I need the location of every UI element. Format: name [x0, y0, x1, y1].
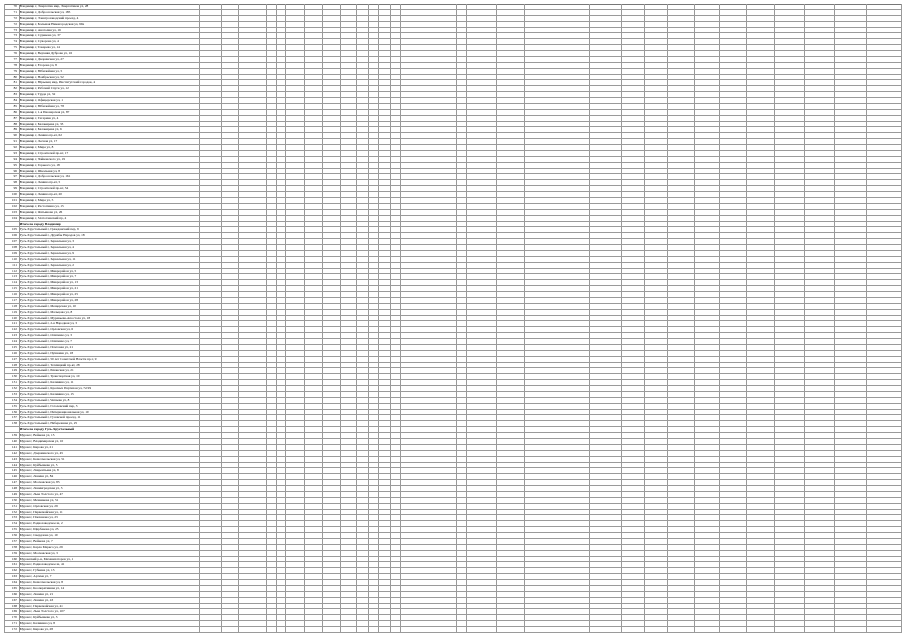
row-address: Владимир г, Гагарина ул, 4 [19, 115, 59, 120]
row-address: Владимир г, Анатолия ул, 16 [19, 27, 61, 32]
row-address: Муромский р-н, Механизаторов ул, 1 [19, 556, 74, 561]
row-number: 77 [13, 56, 17, 61]
row-address: Владимир г, Егорова ул, 8 [19, 62, 57, 67]
row-address: Гусь-Хрустальный г, Красных Партизан ул, 72/29 [19, 386, 92, 391]
grid-column-line [901, 4, 902, 633]
row-address: Гусь-Хрустальный г, Мальцова ул, 8 [19, 309, 73, 314]
row-address: Владимир г, Добросельская ул, 161 [19, 174, 71, 179]
row-address: Владимир г, Ленина пр-кт, 20 [19, 192, 62, 197]
row-address: Гусь-Хрустальный г, Орловская ул, 6 [19, 327, 74, 332]
row-number: 125 [11, 344, 17, 349]
row-number: 138 [11, 421, 17, 426]
row-number: 172 [11, 627, 17, 632]
row-address: Владимир г, 1-я Пионерская ул, 87 [19, 109, 70, 114]
table-row [4, 627, 901, 633]
row-number: 88 [13, 121, 17, 126]
row-address: Муром г, Плеханова ул, 23 [19, 515, 58, 520]
row-address: Муром г, Мечникова ул, 51 [19, 497, 59, 502]
row-address: Гусь-Хрустальный г, Интернациональная ул, 10 [19, 409, 89, 414]
row-number: 141 [11, 444, 17, 449]
row-address: Муром г, Свердлова ул, 10 [19, 533, 58, 538]
row-address: Владимир г, Лесная ул, 17 [19, 139, 58, 144]
row-number: 133 [11, 391, 17, 396]
row-number: 74 [13, 39, 17, 44]
row-address: Муром г, Артема ул, 7 [19, 574, 52, 579]
row-number: 130 [11, 374, 17, 379]
row-address: Муром г, Московская ул, 85 [19, 480, 60, 485]
row-number: 114 [12, 280, 17, 285]
row-number: 170 [11, 615, 17, 620]
row-number: 159 [11, 550, 17, 555]
row-number: 85 [13, 103, 17, 108]
row-address: Владимир г, Юбилейная ул, 5 [19, 68, 63, 73]
row-address: Муром г, Кооперативная ул, 14 [19, 585, 65, 590]
row-number: 132 [11, 386, 17, 391]
row-address: Гусь-Хрустальный г, Микрорайон ул, 13 [19, 280, 78, 285]
row-address: Гусь-Хрустальный г, Гоголевский пер, 3 [19, 403, 78, 408]
row-number: 99 [13, 186, 17, 191]
row-number: 100 [11, 192, 17, 197]
row-address: Гусь-Хрустальный г, Рязанская ул, 21 [19, 368, 74, 373]
row-number: 147 [11, 480, 17, 485]
row-number: 122 [11, 327, 17, 332]
row-address: Гусь-Хрустальный г, Зеркальная ул, 9 [19, 250, 74, 255]
row-address: Гусь-Хрустальный г, Мещерская ул, 10 [19, 303, 76, 308]
row-address: Муром г, Войкова ул, 7 [19, 538, 53, 543]
row-address: Гусь-Хрустальный г, Почтовая ул, 21 [19, 344, 74, 349]
row-address: Гусь-Хрустальный г, Чапаева ул, 8 [19, 397, 70, 402]
row-address: Муром г, Дзержинского ул, 45 [19, 450, 63, 455]
row-number: 127 [11, 356, 17, 361]
row-number: 143 [11, 456, 17, 461]
row-number: 83 [13, 92, 17, 97]
row-number: 117 [12, 297, 17, 302]
row-address: Владимир г, Ноябрьская ул, 52 [19, 74, 64, 79]
row-address: Владимир г, Электрозаводский проезд, 4 [19, 15, 79, 20]
row-address: Муром г, Щербакова ул, 25 [19, 527, 59, 532]
row-number: 137 [11, 415, 17, 420]
row-address: Владимир г, Фатьянова ул, 26 [19, 209, 63, 214]
row-number: 155 [11, 527, 17, 532]
row-number: 150 [11, 497, 17, 502]
row-address: Владимир г, Добросельская ул, 185 [19, 9, 71, 14]
row-number: 120 [11, 315, 17, 320]
row-address: Владимир г, Строителей пр-кт, 34 [19, 186, 69, 191]
row-number: 81 [13, 80, 17, 85]
row-number: 72 [13, 15, 17, 20]
row-number: 135 [11, 403, 17, 408]
row-number: 108 [11, 245, 17, 250]
row-address: Муром г, Куйбышева ул, 3 [19, 615, 58, 620]
row-address: Муром г, Орловская ул, 29 [19, 503, 58, 508]
row-address: Владимир г, Суворова ул, 4 [19, 39, 59, 44]
row-address: Муром г, Первомайская ул, 41 [19, 603, 63, 608]
row-address: Владимир г, Труда ул, 32 [19, 92, 56, 97]
row-address: Муром г, Московская ул, 3 [19, 550, 58, 555]
row-address: Муром г, Кирова ул, 28 [19, 627, 53, 632]
row-number: 152 [11, 509, 17, 514]
row-number: 73 [13, 33, 17, 38]
row-number: 163 [11, 574, 17, 579]
row-address: Муром г, Кирова ул, 21 [19, 444, 53, 449]
row-number: 167 [11, 597, 17, 602]
row-number: 118 [12, 303, 17, 308]
row-number: 102 [11, 203, 17, 208]
row-number: 119 [12, 309, 17, 314]
row-number: 73 [13, 27, 17, 32]
row-address: Гусь-Хрустальный г, Микрорайон ул, 5 [19, 268, 77, 273]
row-number: 109 [11, 250, 17, 255]
row-number: 168 [11, 603, 17, 608]
row-address: Гусь-Хрустальный г, Зеркальная ул, 2 [19, 262, 74, 267]
row-address: Владимир г, Токарева ул, 14 [19, 45, 60, 50]
row-number: 128 [11, 362, 17, 367]
row-number: 96 [13, 168, 17, 173]
row-number: 131 [11, 380, 17, 385]
row-number: 112 [12, 268, 17, 273]
row-address: Муром г, Комсомольская ул, 8 [19, 580, 63, 585]
row-address: Гусь-Хрустальный г, Зеркальная ул, 4 [19, 245, 74, 250]
row-number: 106 [11, 233, 17, 238]
row-number: 97 [13, 174, 17, 179]
row-address: Владимир г, Рабочий Спуск ул, 12 [19, 86, 69, 91]
row-number: 124 [11, 339, 17, 344]
row-address: Гусь-Хрустальный г, Микрорайон ул, 28 [19, 297, 78, 302]
row-address: Гусь-Хрустальный г, Калинина ул, 15 [19, 391, 74, 396]
row-number: 89 [13, 127, 17, 132]
row-address: Гусь-Хрустальный г, Микрорайон ул, 21 [19, 286, 78, 291]
row-address: Владимир г, Школьная ул, 8 [19, 168, 60, 173]
row-address: Муром г, Первомайская ул, 11 [19, 509, 63, 514]
row-address: Гусь-Хрустальный г, Набережная ул, 25 [19, 421, 78, 426]
row-address: Муром г, Войкова ул, 15 [19, 433, 55, 438]
row-number: 165 [11, 585, 17, 590]
row-address: Владимир г, Большая Нижегородская ул, 99а [19, 21, 85, 26]
row-address: Гусь-Хрустальный г, Пушкина ул, 18 [19, 350, 74, 355]
row-address: Муром г, Карла Маркса ул, 29 [19, 544, 63, 549]
row-address: Гусь-Хрустальный г, Зеркальная ул, 11 [19, 256, 76, 261]
row-address: Муром г, Ленина ул, 43 [19, 597, 54, 602]
row-address: Владимир г, Балакирева ул, 33 [19, 121, 64, 126]
row-address: Владимир г, Офицерская ул, 1 [19, 98, 63, 103]
row-number: 71 [13, 9, 17, 14]
row-address: Гусь-Хрустальный г, 50 лет Советской Власти пр-т, 9 [19, 356, 97, 361]
row-address: Итого по городу Гусь-Хрустальный [19, 427, 75, 432]
row-number: 146 [11, 474, 17, 479]
row-number: 91 [13, 139, 17, 144]
row-number: 92 [13, 145, 17, 150]
row-number: 126 [11, 350, 17, 355]
row-address: Муром г, Радиозаводское ш, 41 [19, 562, 65, 567]
row-address: Владимир г, Ленина пр-кт, 5 [19, 180, 61, 185]
row-number: 110 [12, 256, 17, 261]
row-number: 75 [13, 45, 17, 50]
row-number: 145 [11, 468, 17, 473]
row-address: Гусь-Хрустальный г, 2-я Народная ул, 3 [19, 321, 77, 326]
row-number: 157 [11, 538, 17, 543]
row-address: Итого по городу Владимир [19, 221, 61, 226]
row-number: 76 [13, 51, 17, 56]
row-number: 90 [13, 133, 17, 138]
row-address: Владимир г, Мира ул, 5 [19, 197, 54, 202]
row-address: Муром г, Ленина ул, 21 [19, 591, 54, 596]
row-number: 115 [12, 286, 17, 291]
row-number: 136 [11, 409, 17, 414]
row-number: 87 [13, 115, 17, 120]
row-number: 103 [11, 209, 17, 214]
row-number: 79 [13, 68, 17, 73]
row-number: 144 [11, 462, 17, 467]
row-address: Владимир г, Балакирева ул, 6 [19, 127, 62, 132]
row-address: Владимир г, Юрьевец мкр, Институтский городок, 4 [19, 80, 96, 85]
row-number: 156 [11, 533, 17, 538]
row-address: Муром г, Ленина ул, 84 [19, 474, 54, 479]
row-number: 98 [13, 180, 17, 185]
row-address: Муром г, Владимирская ул, 10 [19, 439, 64, 443]
row-number: 158 [11, 544, 17, 549]
row-number: 105 [11, 227, 17, 232]
row-number: 101 [11, 197, 17, 202]
row-number: 82 [13, 86, 17, 91]
row-address: Муром г, Калинина ул, 8 [19, 621, 55, 626]
row-address: Гусь-Хрустальный г, Теплицкий пр-кт, 28 [19, 362, 80, 367]
row-number: 70 [13, 4, 17, 8]
row-number: 123 [11, 333, 17, 338]
row-address: Владимир г, Златоглавский пр, 4 [19, 215, 67, 220]
row-address: Муром г, Куйбышева ул, 5 [19, 462, 58, 467]
row-address: Гусь-Хрустальный г, Транспортная ул, 10 [19, 374, 80, 379]
row-address: Гусь-Хрустальный г, Микрорайон ул, 25 [19, 292, 78, 297]
row-number: 171 [11, 621, 17, 626]
row-number: 93 [13, 150, 17, 155]
row-number: 148 [11, 486, 17, 491]
row-address: Муром г, Льва Толстого ул, 47 [19, 491, 63, 496]
row-address: Муром г, Губкина ул, 13 [19, 568, 55, 573]
row-number: 162 [11, 568, 17, 573]
row-number: 95 [13, 162, 17, 167]
row-address: Владимир г, Чайковского ул, 19 [19, 156, 65, 161]
row-number: 80 [13, 74, 17, 79]
row-number: 161 [11, 562, 17, 567]
row-address: Гусь-Хрустальный г, Осипенко ул, 3 [19, 333, 72, 338]
row-number: 72 [13, 21, 17, 26]
row-address: Гусь-Хрустальный г, Зеркальная ул, 3 [19, 239, 74, 244]
row-number: 113 [12, 274, 17, 279]
row-number: 78 [13, 62, 17, 67]
row-number: 116 [12, 292, 17, 297]
row-number: 151 [11, 503, 17, 508]
row-address: Владимир г, Строителей пр-кт, 17 [19, 150, 69, 155]
row-number: 164 [11, 580, 17, 585]
row-number: 129 [11, 368, 17, 373]
row-address: Владимир г, Юбилейная ул, 78 [19, 103, 64, 108]
row-number: 139 [11, 433, 17, 438]
row-number: 153 [11, 515, 17, 520]
row-address: Владимир г, Мира ул, 8 [19, 145, 54, 150]
row-address: Владимир г, Горького ул, 18 [19, 162, 60, 167]
row-address: Владимир г, Сурикова ул, 37 [19, 33, 61, 38]
row-address: Муром г, Льва Толстого ул, 107 [19, 609, 65, 614]
row-number: 94 [13, 156, 17, 161]
row-number: 86 [13, 109, 17, 114]
row-number: 111 [12, 262, 17, 267]
row-address: Муром г, Радиозаводское ш, 2 [19, 521, 63, 526]
row-number: 154 [11, 521, 17, 526]
row-number: 104 [11, 215, 17, 220]
row-address: Гусь-Хрустальный г, Гражданский пер, 9 [19, 227, 79, 232]
row-address: Муром г, Ленинградская ул, 3 [19, 486, 63, 491]
row-address: Гусь-Хрустальный г, Дружбы Народов ул, 18 [19, 233, 85, 238]
row-address: Владимир г, Дворянская ул, 27 [19, 56, 64, 61]
row-address: Владимир г, Энергетик мкр, Энергетиков ул, 28 [19, 4, 89, 8]
row-number: 140 [11, 439, 17, 443]
row-address: Гусь-Хрустальный г, Гусевской проезд, 11 [19, 415, 81, 420]
row-address: Гусь-Хрустальный г, Калинина ул, 11 [19, 380, 74, 385]
row-number: 166 [11, 591, 17, 596]
row-address: Муром г, Комсомольская ул, 51 [19, 456, 65, 461]
row-address: Владимир г, Растопчина ул, 15 [19, 203, 64, 208]
row-number: 84 [13, 98, 17, 103]
row-number: 149 [11, 491, 17, 496]
row-address: Гусь-Хрустальный г, Микрорайон ул, 7 [19, 274, 77, 279]
row-number: 107 [11, 239, 17, 244]
register-table [4, 4, 901, 633]
row-number: 121 [11, 321, 17, 326]
row-address: Гусь-Хрустальный г, Муравьева-Апостола ул, 18 [19, 315, 91, 320]
row-address: Владимир г, Верхняя Дуброва ул, 16 [19, 51, 73, 56]
row-number: 169 [11, 609, 17, 614]
row-address: Владимир г, Ленина пр-кт, 62 [19, 133, 62, 138]
row-address: Муром г, Лаврентьева ул, 8 [19, 468, 59, 473]
row-number: 142 [11, 450, 17, 455]
row-number: 134 [11, 397, 17, 402]
row-address: Гусь-Хрустальный г, Осипенко ул, 7 [19, 339, 72, 344]
row-number: 160 [11, 556, 17, 561]
